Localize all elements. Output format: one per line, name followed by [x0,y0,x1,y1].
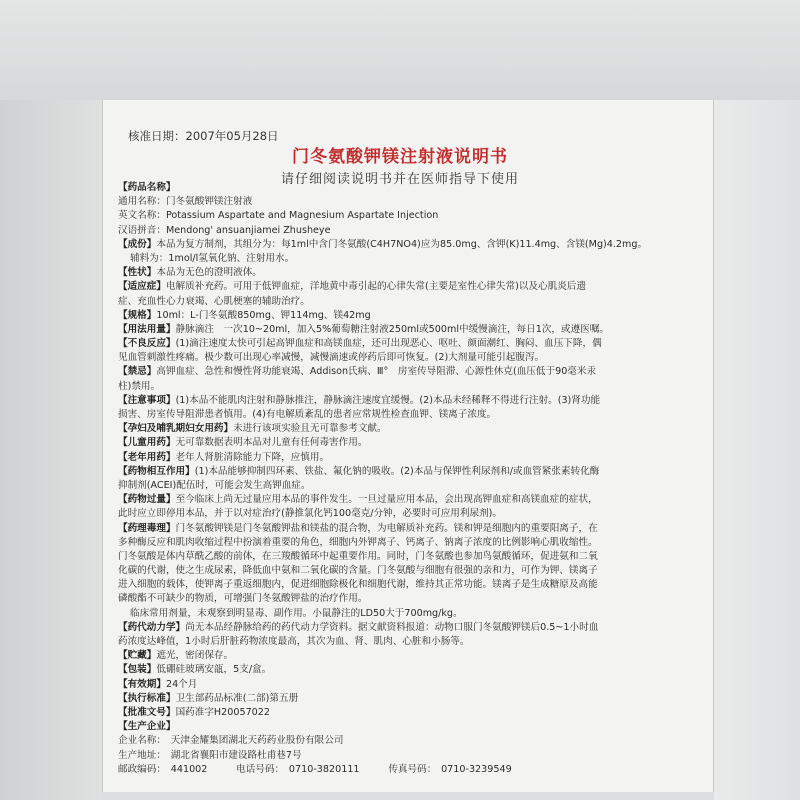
section-pregnancy [118,422,698,436]
toxicology-text-2: 多种酶反应和肌肉收缩过程中扮演着重要的角色，细胞内外钾离子、钙离子、钠离子浓度的比例影响心肌收缩性。 [118,536,598,548]
document-subtitle: 请仔细阅读说明书并在医师指导下使用 [280,172,519,187]
section-children [118,436,698,450]
manufacturer-heading: 【生产企业】 [118,721,176,733]
pk-text-2: 药浓度达峰值，1小时后肝脏药物浓度最高，其次为血、肾、肌肉、心脏和小肠等。 [118,636,470,647]
package-text: 低硼硅玻璃安瓿，5支/盒。 [156,664,272,676]
spec-text: 10ml：L-门冬氨酸850mg、钾114mg、镁42mg [156,309,371,321]
approval-date: 核准日期：2007年05月28日 [128,129,279,143]
pk-text-1: 尚无本品经静脉给药的药代动力学资料。据文献资料报道：动物口服门冬氨酸钾镁后0.5~1小时血 [185,621,599,633]
children-heading: 【儿童用药】 [118,437,176,449]
character-heading: 【性状】 [118,267,157,279]
company-name: 企业名称： 天津金耀集团湖北天药药业股份有限公司 [118,735,344,747]
generic-name: 通用名称：门冬氨酸钾镁注射液 [118,196,253,208]
indication-text-2: 症、充血性心力衰竭、心肌梗塞的辅助治疗。 [118,295,310,307]
toxicology-text-5: 进入细胞的载体，使钾离子重返细胞内，促进细胞除极化和细胞代谢，维持其正常功能。镁离子是生成糖原及高能 [118,579,598,591]
indication-heading: 【适应症】 [118,281,166,293]
indication-text-1: 电解质补充药。可用于低钾血症，洋地黄中毒引起的心律失常(主要是室性心律失常)以及心肌炎后遗 [165,281,586,293]
section-indication [118,280,698,294]
background-top [0,0,800,100]
section-character [118,266,698,280]
document-title: 门冬氨酸钾镁注射液说明书 [292,147,508,167]
pk-heading: 【药代动力学】 [118,621,186,633]
package-heading: 【包装】 [118,664,157,676]
interaction-heading: 【药物相互作用】 [118,465,195,477]
section-caution [118,394,698,408]
caution-heading: 【注意事项】 [118,394,176,406]
toxicology-text-7: 临床常用剂量，未观察到明显毒、副作用。小鼠静注的LD50大于700mg/kg。 [130,607,463,619]
toxicology-heading: 【药理毒理】 [118,522,176,534]
pinyin-name: 汉语拼音：Mendong' ansuanjiamei Zhusheye [118,224,331,236]
section-storage [118,649,698,663]
toxicology-text-6: 磷酸酯不可缺少的物质，可增强门冬氨酸钾盐的治疗作用。 [118,593,368,605]
adverse-text-2: 见血管刺激性疼痛。极少数可出现心率减慢，减慢滴速或停药后即可恢复。(2)大剂量可能引起腹泻。 [118,352,545,364]
pregnancy-heading: 【孕妇及哺乳期妇女用药】 [118,423,234,435]
expiry-text: 24个月 [165,678,198,690]
contact-info: 邮政编码： 441002 电话号码： 0710-3820111 传真号码： 0710-3239549 [118,763,512,775]
children-text: 无可靠数据表明本品对儿童有任何毒害作用。 [175,437,368,449]
elderly-heading: 【老年用药】 [118,451,176,463]
section-pharmacokinetics [118,621,698,635]
contra-text-2: 柱)禁用。 [118,380,161,392]
section-expiry [118,678,698,692]
adverse-text-1: (1)滴注速度太快可引起高钾血症和高镁血症，还可出现恶心、呕吐、颜面潮红、胸闷、血压下降，偶 [175,338,602,350]
section-adverse [118,337,698,351]
storage-heading: 【贮藏】 [118,650,157,662]
section-overdose [118,493,698,507]
spec-heading: 【规格】 [118,309,157,321]
background-right [714,100,800,800]
usage-text: 静脉滴注 一次10~20ml，加入5%葡萄糖注射液250ml或500ml中缓慢滴注，每日1次，或遵医嘱。 [175,323,609,335]
overdose-text-2: 此时应立即停用本品，并于以对症治疗(静推氯化钙100毫克/分钟，必要时可应用利尿剂)。 [118,508,502,520]
section-elderly [118,451,698,465]
section-toxicology [118,522,698,536]
standard-text: 卫生部药品标准(二部)第五册 [175,692,299,704]
toxicology-text-3: 门冬氨酸是体内草酰乙酸的前体，在三羧酸循环中起重要作用。同时，门冬氨酸也参加鸟氨酸循环，促进氨和二氧 [118,550,598,562]
composition-heading: 【成份】 [118,238,157,250]
toxicology-text-1: 门冬氨酸钾镁是门冬氨酸钾盐和镁盐的混合物，为电解质补充药。镁和钾是细胞内的重要阳离子，在 [175,522,598,534]
approval-number-heading: 【批准文号】 [118,706,176,718]
excipient-text: 辅料为：1mol/l氢氧化钠、注射用水。 [130,252,295,264]
overdose-text-1: 至今临床上尚无过量应用本品的事件发生。一旦过量应用本品，会出现高钾血症和高镁血症的症状， [175,494,598,506]
standard-heading: 【执行标准】 [118,692,176,704]
production-address: 生产地址： 湖北省襄阳市建设路杜甫巷7号 [118,749,302,761]
contra-heading: 【禁忌】 [118,366,157,378]
section-approval-number [118,706,698,720]
contra-text-1: 高钾血症、急性和慢性肾功能衰竭、Addison氏病、Ⅲ° 房室传导阻滞、心源性休克(血压低于90毫米汞 [156,366,597,378]
adverse-heading: 【不良反应】 [118,338,176,350]
section-composition [118,238,698,252]
section-drug-name-heading: 【药品名称】 [118,182,176,193]
section-contraindication [118,365,698,379]
toxicology-text-4: 化碳的代谢，使之生成尿素，降低血中氨和二氧化碳的含量。门冬氨酸与细胞有很强的亲和力，可作为钾、镁离子 [118,565,598,577]
leaflet-content [118,181,698,777]
background-left [0,100,102,800]
caution-text-1: (1)本品不能肌肉注射和静脉推注，静脉滴注速度宜缓慢。(2)本品未经稀释不得进行注射。(3)肾功能 [175,394,601,406]
interaction-text-2: 抑制剂(ACEI)配伍时，可能会发生高钾血症。 [118,479,311,491]
elderly-text: 老年人肾脏清除能力下降，应慎用。 [175,451,330,463]
expiry-heading: 【有效期】 [118,678,166,690]
overdose-heading: 【药物过量】 [118,494,176,506]
approval-number-text: 国药准字H20057022 [175,706,270,718]
section-usage [118,323,698,337]
section-package [118,663,698,677]
usage-heading: 【用法用量】 [118,323,176,335]
section-spec [118,309,698,323]
section-standard [118,692,698,706]
english-name: 英文名称：Potassium Aspartate and Magnesium Aspartate Injection [118,210,439,222]
storage-text: 遮光，密闭保存。 [156,650,234,662]
interaction-text-1: (1)本品能够抑制四环素、铁盐、氟化钠的吸收。(2)本品与保钾性利尿剂和/或血管紧张素转化酶 [194,465,600,477]
section-interaction [118,465,698,479]
pregnancy-text: 未进行该项实验且无可靠参考文献。 [233,423,387,435]
composition-text: 本品为复方制剂，其组分为：每1ml中含门冬氨酸(C4H7NO4)应为85.0mg、含钾(K)11.4mg、含镁(Mg)4.2mg。 [156,238,648,250]
caution-text-2: 损害、房室传导阻滞患者慎用。(4)有电解质紊乱的患者应常规性检查血钾、镁离子浓度。 [118,409,497,420]
character-text: 本品为无色的澄明液体。 [156,267,262,279]
